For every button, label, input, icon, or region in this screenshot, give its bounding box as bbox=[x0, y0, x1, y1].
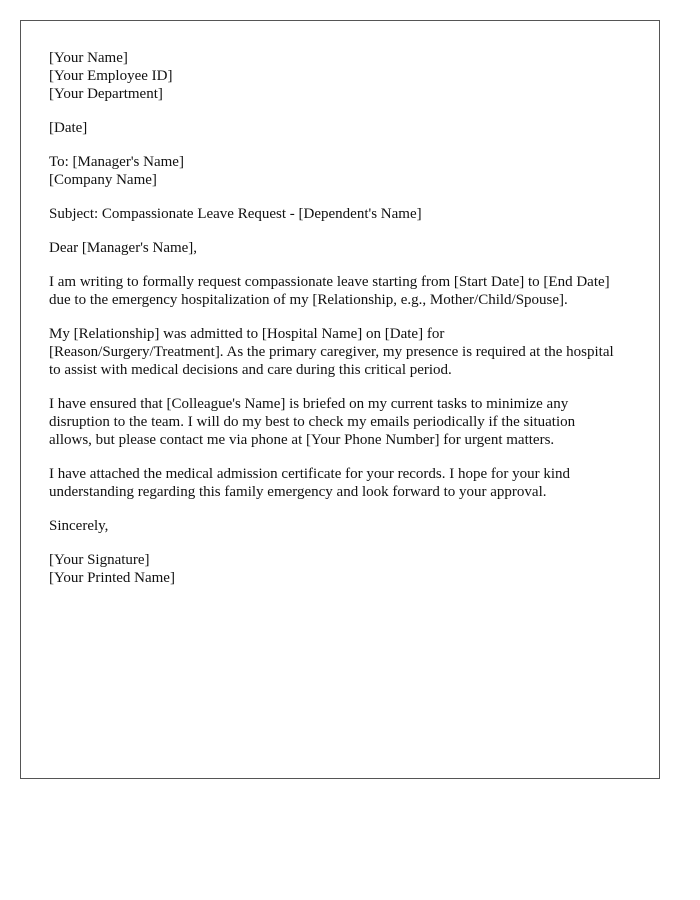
recipient-to: To: [Manager's Name] bbox=[49, 154, 184, 170]
letter-body bbox=[49, 49, 619, 603]
recipient-company: [Company Name] bbox=[49, 172, 157, 188]
letter-page bbox=[20, 20, 660, 779]
closing: Sincerely, bbox=[49, 518, 109, 534]
signature-line: [Your Signature] bbox=[49, 552, 150, 568]
salutation: Dear [Manager's Name], bbox=[49, 240, 198, 256]
recipient-block bbox=[49, 153, 619, 189]
body-paragraph: I have attached the medical admission certificate for your records. I hope for your kind understanding regarding this family emergency and look forward to your approval. bbox=[49, 466, 571, 500]
subject-line: Subject: Compassionate Leave Request - [Dependent's Name] bbox=[49, 206, 422, 222]
signature-block bbox=[49, 551, 619, 587]
sender-block bbox=[49, 49, 619, 103]
letter-date: [Date] bbox=[49, 120, 88, 136]
sender-department: [Your Department] bbox=[49, 86, 163, 102]
body-paragraph: I have ensured that [Colleague's Name] is briefed on my current tasks to minimize any disruption to the team. I will do my best to check my emails periodically if the situation allows, but please contact me via phone at [Your Phone Number] for urgent matters. bbox=[49, 396, 576, 448]
printed-name: [Your Printed Name] bbox=[49, 570, 175, 586]
body-paragraph: I am writing to formally request compassionate leave starting from [Start Date] to [End Date] due to the emergency hospitalization of my [Relationship, e.g., Mother/Child/Spouse]. bbox=[49, 274, 610, 308]
sender-employee-id: [Your Employee ID] bbox=[49, 68, 173, 84]
sender-name: [Your Name] bbox=[49, 50, 128, 66]
body-paragraph: My [Relationship] was admitted to [Hospital Name] on [Date] for [Reason/Surgery/Treatment]. As the primary caregiver, my presence is required at the hospital to assist with medical decisions and care during this critical period. bbox=[49, 326, 614, 378]
